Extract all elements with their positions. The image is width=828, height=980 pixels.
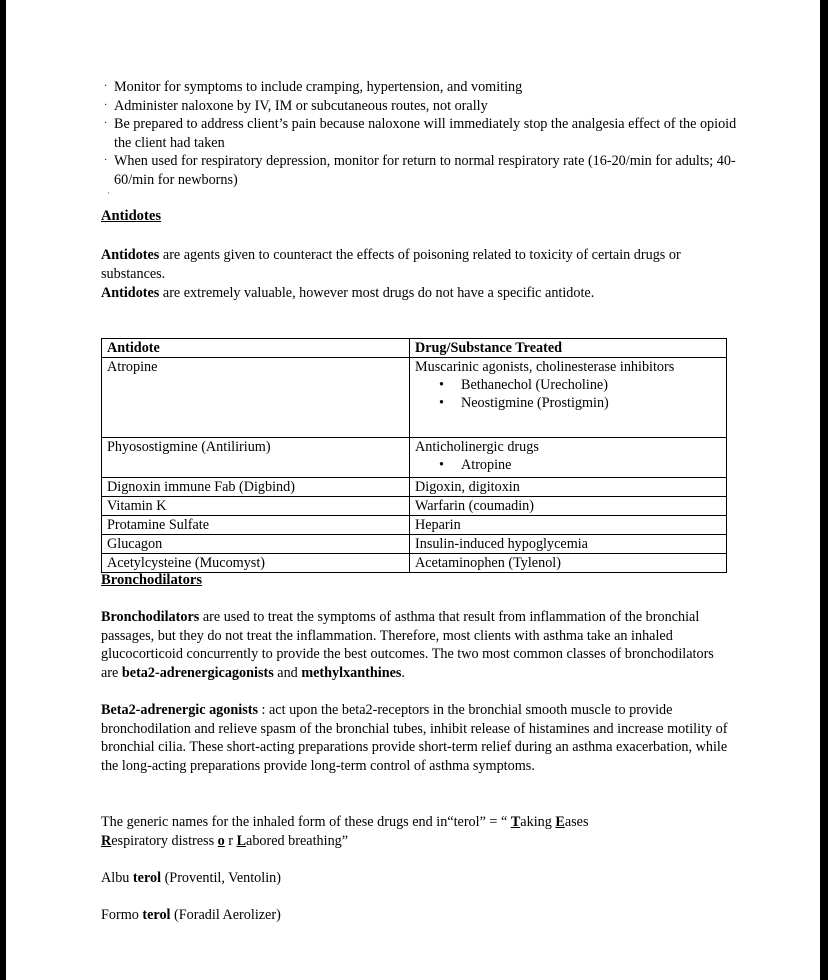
list-item (104, 97, 744, 116)
mnemonic-letter: T (510, 814, 521, 830)
bullet-text: Monitor for symptoms to include cramping, hypertension, and vomiting (114, 79, 523, 95)
antidote-cell: Phyosostigmine (Antilirium) (102, 438, 410, 478)
treated-cell: Heparin (410, 516, 727, 535)
table-row (102, 358, 727, 438)
paragraph-text: espiratory distress (111, 832, 218, 849)
list-item (104, 115, 744, 152)
drug-prefix: Formo (101, 907, 143, 923)
paragraph-text: aking (520, 814, 556, 830)
term: methylxanthines (301, 664, 402, 681)
term: Antidotes (101, 247, 160, 263)
paragraph-text: . (401, 664, 405, 681)
example-albuterol (101, 869, 731, 888)
definition-text: are agents given to counteract the effects of poisoning related to toxicity of certain drugs or substances. (101, 247, 681, 282)
treated-text: Anticholinergic drugs (415, 439, 539, 455)
bullet-text: When used for respiratory depression, monitor for return to normal respiratory rate (16-20/min for adults; 40-60/min for newborns) (114, 153, 736, 188)
list-item (104, 78, 744, 97)
term: Antidotes (101, 285, 160, 301)
mnemonic-letter: o (217, 832, 225, 849)
naloxone-bullet-list (104, 78, 744, 190)
term: beta2-adrenergicagonists (121, 664, 274, 681)
drug-suffix: terol (142, 907, 171, 923)
table-row (102, 438, 727, 478)
antidote-cell: Vitamin K (102, 497, 410, 516)
sub-list-item (415, 376, 721, 394)
bronchodilators-heading: Bronchodilators (101, 572, 203, 588)
treated-cell (410, 358, 727, 438)
list-item (104, 152, 744, 189)
treated-cell: Warfarin (coumadin) (410, 497, 727, 516)
antidotes-table (101, 338, 727, 573)
bullet-dot: · (104, 118, 108, 130)
treated-cell: Digoxin, digitoxin (410, 478, 727, 497)
header-label: Antidote (107, 340, 160, 356)
note-text: are extremely valuable, however most drugs do not have a specific antidote. (159, 285, 595, 301)
term: Bronchodilators (101, 609, 200, 625)
header-antidote (102, 339, 410, 358)
table-row (102, 478, 727, 497)
example-formoterol (101, 906, 731, 925)
treated-cell (410, 438, 727, 478)
paragraph-text: ases (564, 814, 589, 830)
drug-prefix: Albu (101, 870, 133, 886)
antidotes-definition (101, 246, 731, 283)
antidotes-heading: Antidotes (101, 208, 161, 224)
table-row (102, 554, 727, 573)
bullet-dot: · (104, 99, 108, 111)
table-header-row (102, 339, 727, 358)
sub-text: Atropine (461, 457, 512, 473)
bullet-text: Administer naloxone by IV, IM or subcutaneous routes, not orally (114, 97, 488, 114)
antidotes-note (101, 284, 731, 303)
treated-text: Muscarinic agonists, cholinesterase inhibitors (415, 359, 675, 375)
mnemonic-letter: R (101, 832, 112, 849)
paragraph-text: The generic names for the inhaled form of these drugs end in“terol” = “ (101, 814, 511, 830)
antidote-cell: Dignoxin immune Fab (Digbind) (102, 478, 410, 497)
treated-cell: Insulin-induced hypoglycemia (410, 535, 727, 554)
empty-bullet-dot: · (107, 189, 110, 198)
antidote-cell: Protamine Sulfate (102, 516, 410, 535)
sub-list-item (415, 456, 721, 474)
brand-names: (Proventil, Ventolin) (161, 870, 281, 886)
paragraph-text: : act upon the beta2-receptors in the bronchial smooth muscle to provide bronchodilation and relieve spasm of the bronchial tubes, inhibit release of histamines and increase motility of bronchial cilia. These short-acting preparations provide short-term relief during an asthma exacerbation, while the long-acting preparations provide long-term control of asthma symptoms. (101, 702, 728, 774)
terol-mnemonic-paragraph (101, 813, 731, 850)
treated-cell: Acetaminophen (Tylenol) (410, 554, 727, 573)
sub-text: Neostigmine (Prostigmin) (461, 395, 609, 411)
table-row (102, 535, 727, 554)
bullet-dot: · (104, 81, 108, 92)
paragraph-text: are used to treat the symptoms of asthma that result from inflammation of the bronchial passages, but they do not treat the inflammation. Therefore, most clients with asthma take an inhaled glucocorticoid concurrently to provide the best outcomes. The two most common classes of bronchodilators are (101, 609, 714, 681)
term: Beta2-adrenergic agonists (101, 702, 258, 718)
table-row (102, 516, 727, 535)
antidote-cell: Acetylcysteine (Mucomyst) (102, 554, 410, 573)
header-treated (410, 339, 727, 358)
document-page (6, 0, 820, 980)
brand-names: (Foradil Aerolizer) (170, 907, 281, 923)
paragraph-text: and (273, 664, 302, 681)
bronchodilators-paragraph (101, 608, 731, 682)
paragraph-text: r (224, 832, 237, 849)
antidote-cell: Glucagon (102, 535, 410, 554)
table-row (102, 497, 727, 516)
bullet-text: Be prepared to address client’s pain because naloxone will immediately stop the analgesia effect of the opioid the client had taken (114, 116, 737, 151)
header-label: Drug/Substance Treated (415, 340, 563, 356)
mnemonic-letter: L (236, 832, 247, 849)
drug-suffix: terol (132, 870, 162, 886)
mnemonic-letter: E (555, 814, 565, 830)
sub-list-item (415, 394, 721, 412)
sub-text: Bethanechol (Urecholine) (461, 377, 608, 393)
antidote-cell: Atropine (102, 358, 410, 438)
beta2-agonists-paragraph (101, 701, 731, 775)
bullet-dot: · (104, 155, 108, 167)
paragraph-text: abored breathing” (246, 832, 349, 849)
